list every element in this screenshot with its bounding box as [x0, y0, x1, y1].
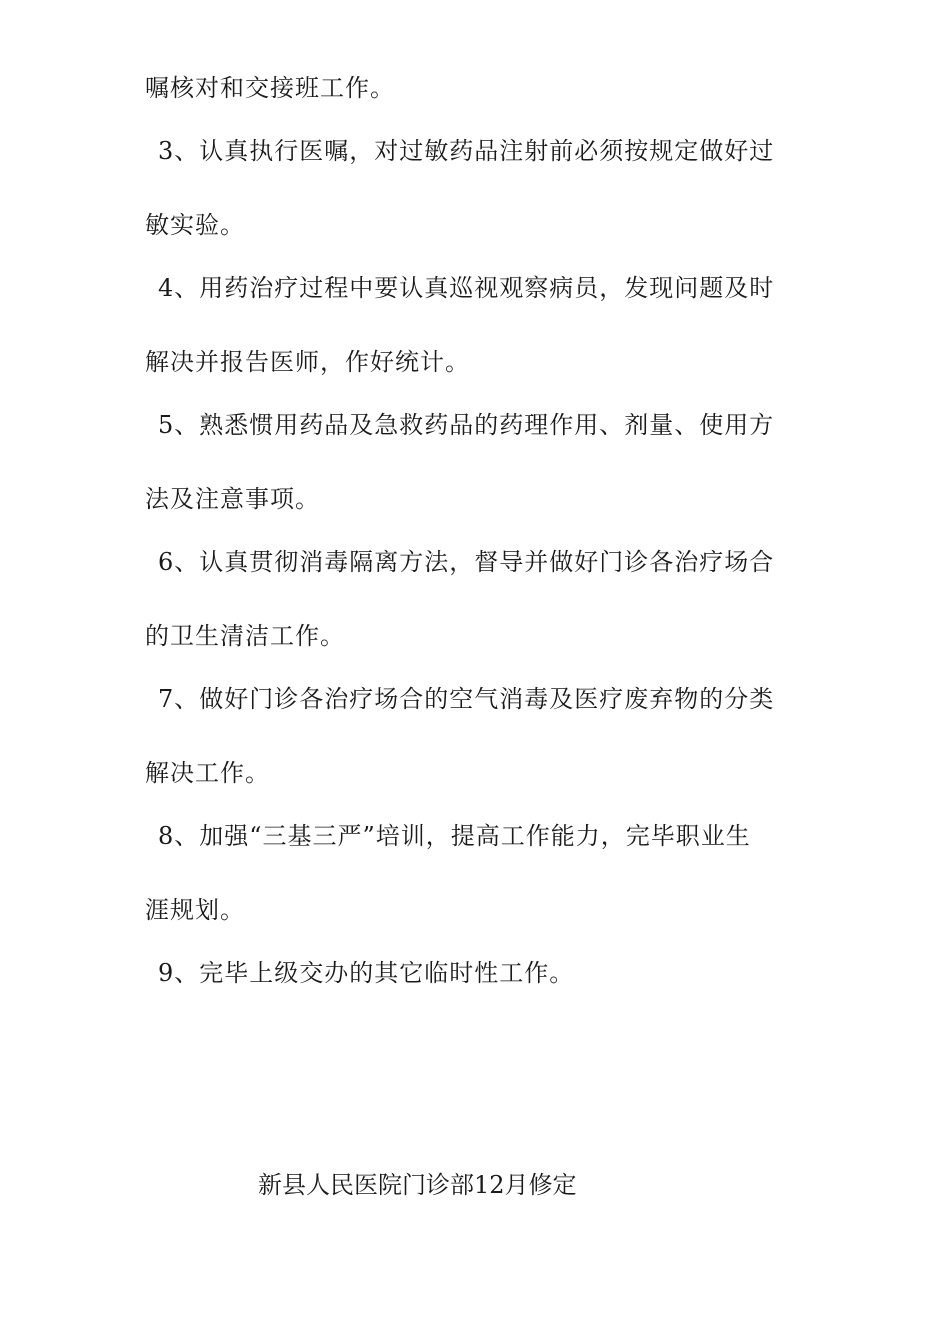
item-6-line-2: 的卫生清洁工作。 [145, 622, 345, 650]
document-footer: 新县人民医院门诊部12月修定 [258, 1171, 577, 1199]
item-4-line-2: 解决并报告医师，作好统计。 [145, 348, 470, 376]
item-8-line-1: 8、加强“三基三严”培训，提高工作能力，完毕职业生 [158, 822, 751, 850]
item-3-line-2: 敏实验。 [145, 211, 245, 239]
item-8-line-2: 涯规划。 [145, 896, 245, 924]
item-4-line-1: 4、用药治疗过程中要认真巡视观察病员，发现问题及时 [158, 274, 775, 302]
text-line-1: 嘱核对和交接班工作。 [145, 74, 395, 102]
item-7-line-2: 解决工作。 [145, 759, 270, 787]
item-9-line-1: 9、完毕上级交办的其它临时性工作。 [158, 959, 575, 987]
item-3-line-1: 3、认真执行医嘱，对过敏药品注射前必须按规定做好过 [158, 137, 775, 165]
item-6-line-1: 6、认真贯彻消毒隔离方法，督导并做好门诊各治疗场合 [158, 548, 775, 576]
item-5-line-2: 法及注意事项。 [145, 485, 320, 513]
item-5-line-1: 5、熟悉惯用药品及急救药品的药理作用、剂量、使用方 [158, 411, 775, 439]
item-7-line-1: 7、做好门诊各治疗场合的空气消毒及医疗废弃物的分类 [158, 685, 775, 713]
